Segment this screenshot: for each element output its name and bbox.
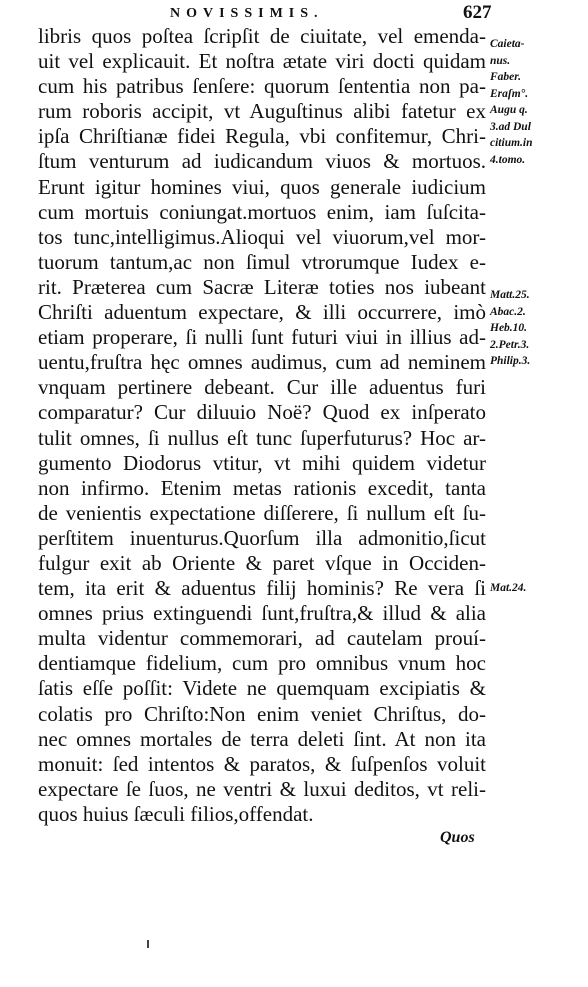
page-number: 627 [463,2,492,23]
text-line: omnes prius extinguendi ſunt,fruſtra,& illud & alia [38,601,486,626]
catchword: Quos [440,829,475,846]
margin-note: citium.in [490,137,533,149]
text-line: gumento Diodorus vtitur, vt mihi quidem videtur [38,450,486,475]
text-line: quos huius ſæculi filios,offendat. [38,801,314,826]
text-line: tos tunc,intelligimus.Alioqui vel viuorum,vel mor- [38,224,486,249]
text-line: de venientis expectatione diſſerere, ſi nullum eſt ſu- [38,500,486,525]
main-text-block [38,24,486,827]
text-line: ſtum venturum ad iudicandum viuos & mortuos. [38,149,486,174]
text-line: tuorum tantum,ac non ſimul vtrorumque Iudex e- [38,249,486,274]
text-line: expectare ſe ſuos, ne ventri & luxui deditos, vt reli- [38,776,486,801]
margin-note: Heb.10. [490,322,528,334]
margin-note: Eraſm°. [490,87,529,100]
margin-note-group [490,287,586,370]
margin-note: Augu q. [490,104,528,116]
text-line: vnquam pertinere debeant. Cur ille aduentus furi [38,375,486,400]
text-line: fulgur exit ab Oriente & paret vſque in Occiden- [38,550,486,575]
margin-note: nus. [490,54,511,67]
text-line: monuit: ſed intentos & paratos, & ſuſpenſos voluit [38,751,486,776]
text-line: rit. Præterea cum Sacræ Literæ toties nos iubeant [38,274,486,299]
text-line: rum roboris accipit, vt Auguſtinus alibi fatetur ex [38,99,486,124]
text-line: colatis pro Chriſto:Non enim veniet Chriſtus, do- [38,701,486,726]
text-line: uentu,fruſtra hęc omnes audimus, cum ad neminem [38,350,486,375]
text-line: cum mortuis coniungat.mortuos enim, iam ſuſcita- [38,199,486,224]
margin-note: 3.ad Dul [490,120,531,133]
text-line: uit vel explicauit. Et noſtra ætate viri docti quidam [38,49,486,74]
running-head: NOVISSIMIS. [170,6,324,21]
text-line: cum his patribus ſenſere: quorum ſententia non pa- [38,74,486,99]
ink-mark [147,940,149,948]
margin-note: Faber. [490,71,521,83]
margin-note-group [490,580,586,597]
text-line: Chriſti aduentum expectare, & illi occurrere, imò [38,300,486,325]
text-line: tem, ita erit & aduentus filij hominis? Re vera ſi [38,576,486,601]
margin-note: Mat.24. [490,582,527,594]
text-line: dentiamque fidelium, cum pro omnibus vnum hoc [38,651,486,676]
margin-note: Philip.3. [490,355,531,367]
text-line: tulit omnes, ſi nullus eſt tunc ſuperfuturus? Hoc ar- [38,425,486,450]
text-line: comparatur? Cur diluuio Noë? Quod ex inſperato [38,400,486,425]
text-line: nec omnes mortales de terra deleti ſint. At non ita [38,726,486,751]
text-line: ipſa Chriſtianæ fidei Regula, vbi confitemur, Chri- [38,124,486,149]
text-line: etiam properare, ſi nulli ſunt futuri viui in illius ad- [38,325,486,350]
text-line: libris quos poſtea ſcripſit de ciuitate, vel emenda- [38,24,486,48]
margin-note: 4.tomo. [490,153,526,166]
margin-note: Caieta- [490,38,525,50]
text-line: perſtitem inuenturus.Quorſum illa admonitio,ſicut [38,525,486,550]
text-line: multa videntur commemorari, ad cautelam prouí- [38,626,486,651]
text-line: non infirmo. Etenim metas rationis excedit, tanta [38,475,486,500]
margin-note: Matt.25. [490,289,530,301]
margin-note: 2.Petr.3. [490,338,530,351]
margin-note-group [490,36,586,168]
margin-note: Abac.2. [490,305,526,318]
text-line: ſatis eſſe poſſit: Videte ne quemquam excipiatis & [38,676,486,701]
text-line: Erunt igitur homines viui, quos generale iudicium [38,174,486,199]
